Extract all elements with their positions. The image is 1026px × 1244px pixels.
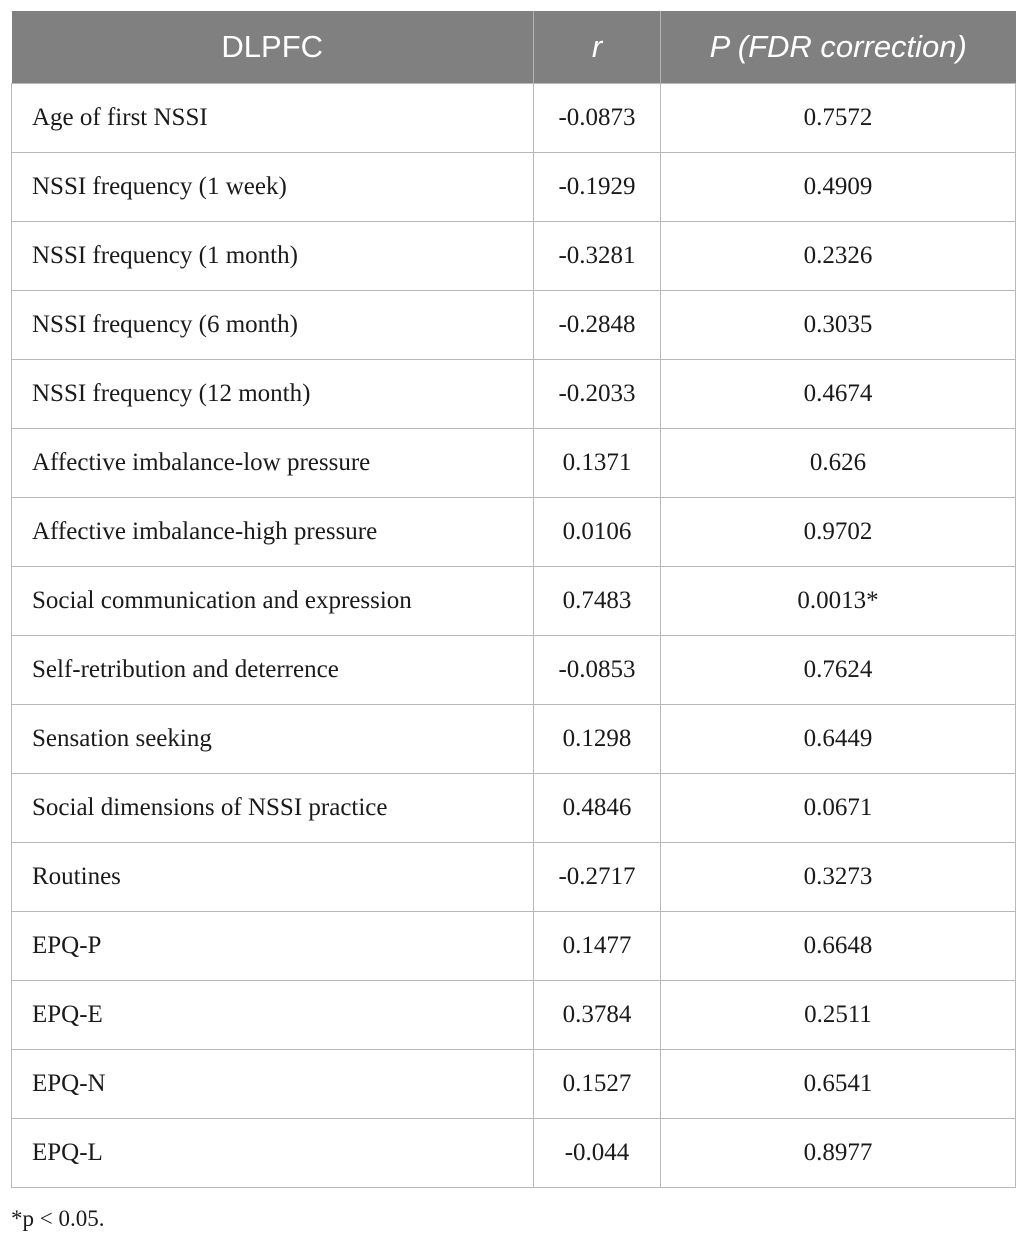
row-label: NSSI frequency (1 week) xyxy=(12,153,534,222)
header-region: DLPFC xyxy=(12,11,534,84)
table-row xyxy=(12,981,1016,1050)
table-row xyxy=(12,636,1016,705)
row-label: NSSI frequency (12 month) xyxy=(12,360,534,429)
row-p-value: 0.6541 xyxy=(661,1050,1016,1119)
row-label: EPQ-P xyxy=(12,912,534,981)
row-p-value: 0.7624 xyxy=(661,636,1016,705)
row-r-value: -0.1929 xyxy=(534,153,661,222)
row-label: Affective imbalance-high pressure xyxy=(12,498,534,567)
table-row xyxy=(12,222,1016,291)
header-row xyxy=(12,11,1016,84)
row-r-value: -0.2717 xyxy=(534,843,661,912)
row-r-value: -0.0873 xyxy=(534,84,661,153)
row-label: Affective imbalance-low pressure xyxy=(12,429,534,498)
table-row xyxy=(12,843,1016,912)
row-p-value: 0.2326 xyxy=(661,222,1016,291)
footnote: *p < 0.05. xyxy=(11,1206,105,1231)
row-r-value: -0.2033 xyxy=(534,360,661,429)
table-row xyxy=(12,774,1016,843)
row-r-value: 0.0106 xyxy=(534,498,661,567)
table-row xyxy=(12,84,1016,153)
row-p-value: 0.626 xyxy=(661,429,1016,498)
row-label: EPQ-N xyxy=(12,1050,534,1119)
row-r-value: 0.1527 xyxy=(534,1050,661,1119)
table-row xyxy=(12,912,1016,981)
header-r: r xyxy=(534,11,661,84)
table-row xyxy=(12,498,1016,567)
row-r-value: -0.2848 xyxy=(534,291,661,360)
row-p-value: 0.0671 xyxy=(661,774,1016,843)
row-label: NSSI frequency (1 month) xyxy=(12,222,534,291)
row-p-value: 0.4909 xyxy=(661,153,1016,222)
table-row xyxy=(12,429,1016,498)
row-p-value: 0.0013* xyxy=(661,567,1016,636)
results-table-container xyxy=(11,11,1015,1188)
row-r-value: 0.1477 xyxy=(534,912,661,981)
row-p-value: 0.2511 xyxy=(661,981,1016,1050)
table-row xyxy=(12,567,1016,636)
row-label: Sensation seeking xyxy=(12,705,534,774)
header-p-fdr: P (FDR correction) xyxy=(661,11,1016,84)
row-label: Social dimensions of NSSI practice xyxy=(12,774,534,843)
row-r-value: 0.1371 xyxy=(534,429,661,498)
row-label: Age of first NSSI xyxy=(12,84,534,153)
row-label: EPQ-L xyxy=(12,1119,534,1188)
table-header xyxy=(12,11,1016,84)
row-r-value: 0.3784 xyxy=(534,981,661,1050)
row-r-value: -0.044 xyxy=(534,1119,661,1188)
row-label: EPQ-E xyxy=(12,981,534,1050)
row-r-value: -0.3281 xyxy=(534,222,661,291)
row-p-value: 0.6648 xyxy=(661,912,1016,981)
row-p-value: 0.6449 xyxy=(661,705,1016,774)
table-row xyxy=(12,1050,1016,1119)
row-p-value: 0.3035 xyxy=(661,291,1016,360)
row-r-value: 0.1298 xyxy=(534,705,661,774)
row-p-value: 0.7572 xyxy=(661,84,1016,153)
row-label: NSSI frequency (6 month) xyxy=(12,291,534,360)
table-row xyxy=(12,153,1016,222)
row-r-value: -0.0853 xyxy=(534,636,661,705)
row-r-value: 0.4846 xyxy=(534,774,661,843)
correlation-table xyxy=(11,11,1016,1188)
row-label: Social communication and expression xyxy=(12,567,534,636)
row-r-value: 0.7483 xyxy=(534,567,661,636)
table-row xyxy=(12,1119,1016,1188)
table-body xyxy=(12,84,1016,1188)
row-p-value: 0.8977 xyxy=(661,1119,1016,1188)
row-p-value: 0.9702 xyxy=(661,498,1016,567)
table-row xyxy=(12,360,1016,429)
row-p-value: 0.4674 xyxy=(661,360,1016,429)
table-row xyxy=(12,705,1016,774)
table-row xyxy=(12,291,1016,360)
row-label: Self-retribution and deterrence xyxy=(12,636,534,705)
row-label: Routines xyxy=(12,843,534,912)
row-p-value: 0.3273 xyxy=(661,843,1016,912)
